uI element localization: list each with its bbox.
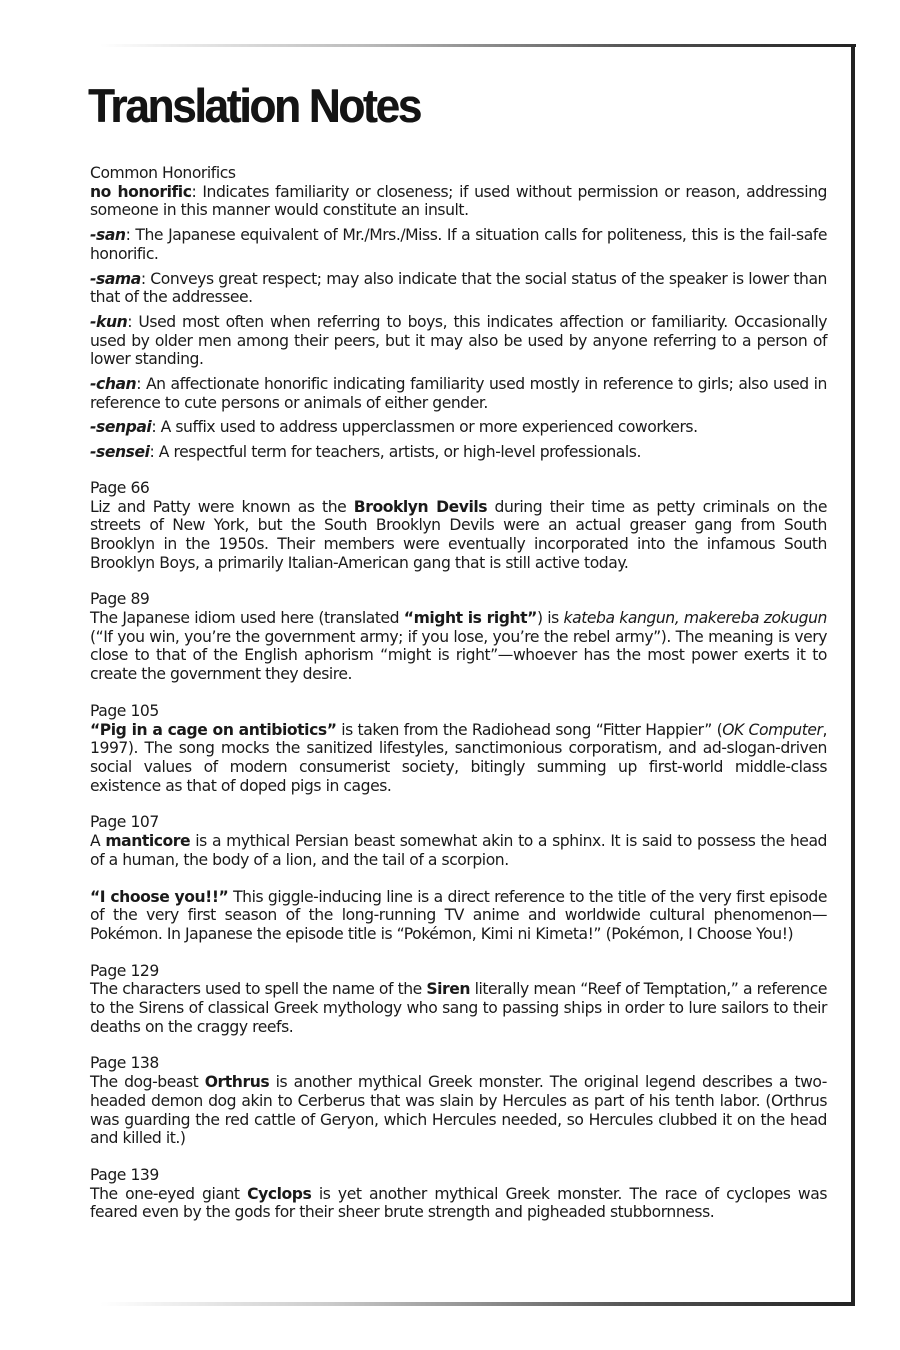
honorific-entry	[90, 226, 827, 263]
honorific-entry	[90, 443, 827, 462]
honorific-term: -sensei	[90, 443, 150, 462]
note-term: “might is right”	[403, 609, 537, 628]
note-text-run: literally mean “Reef of Temptation,” a reference to the Sirens of classical Greek mythology who sang to passing ships in order to lure sailors to their deaths on the craggy reefs.	[90, 980, 827, 1036]
honorific-description: : Indicates familiarity or closeness; if used without permission or reason, addressing someone in this manner would constitute an insult.	[90, 182, 827, 220]
page-label: Page 89	[90, 590, 150, 609]
note-page-139	[90, 1166, 827, 1222]
note-page-107	[90, 813, 827, 943]
note-text-run: , 1997). The song mocks the sanitized lifestyles, sanctimonious corporatism, and ad-slogan-driven social values of modern consumerist society, bitingly summing up first-world middle-class existence as that of doped pigs in cages.	[90, 720, 827, 795]
note-text	[90, 609, 827, 684]
note-term: Brooklyn Devils	[353, 497, 488, 516]
page-border-top	[100, 44, 856, 47]
note-text-run: is a mythical Persian beast somewhat akin to a sphinx. It is said to possess the head of a human, the body of a lion, and the tail of a scorpion.	[90, 832, 827, 869]
honorific-term: no honorific	[90, 182, 192, 201]
honorific-entry	[90, 375, 827, 412]
honorific-description: : The Japanese equivalent of Mr./Mrs./Miss. If a situation calls for politeness, this is the fail-safe honorific.	[90, 226, 827, 263]
page-label: Page 66	[90, 478, 150, 497]
page-title: Translation Notes	[88, 79, 420, 132]
note-term: Siren	[426, 980, 471, 999]
note-text-run: A	[90, 832, 106, 851]
page-label: Page 107	[90, 813, 159, 832]
note-term: “I choose you!!”	[90, 887, 229, 906]
honorific-term: -sama	[90, 269, 141, 288]
page-label: Page 138	[90, 1054, 159, 1073]
note-text-run: (“If you win, you’re the government army; if you lose, you’re the rebel army”). The meaning is very close to that of the English aphorism “might is right”—whoever has the most power exerts it to create the government they desire.	[90, 627, 827, 684]
note-text	[90, 888, 827, 944]
note-text-run: The one-eyed giant	[90, 1184, 248, 1203]
honorific-entry	[90, 418, 827, 437]
page-label: Page 139	[90, 1165, 159, 1184]
notes-content	[90, 164, 827, 1222]
honorific-entry	[90, 183, 827, 220]
note-text-run: is taken from the Radiohead song “Fitter Happier” (	[336, 720, 723, 739]
note-text	[90, 1185, 827, 1222]
note-page-66	[90, 479, 827, 573]
note-text	[90, 1073, 827, 1148]
note-page-138	[90, 1054, 827, 1148]
note-text-run: The dog-beast	[90, 1073, 205, 1092]
note-text	[90, 498, 827, 573]
honorific-term: -chan	[90, 375, 137, 394]
note-term: Cyclops	[247, 1184, 312, 1203]
honorific-entry	[90, 313, 827, 369]
honorific-description: : An affectionate honorific indicating familiarity used mostly in reference to girls; also used in reference to cute persons or animals of either gender.	[90, 375, 827, 412]
note-text-run: This giggle-inducing line is a direct reference to the title of the very first episode of the very first season of the long-running TV anime and worldwide cultural phenomenon—Pokémon. In Japanese the episode title is “Pokémon, Kimi ni Kimeta!” (Pokémon, I Choose You!)	[90, 887, 827, 943]
honorific-description: : A suffix used to address upperclassmen or more experienced coworkers.	[151, 418, 698, 437]
page-border-right	[851, 44, 855, 1306]
honorific-description: : A respectful term for teachers, artists, or high-level professionals.	[149, 443, 641, 462]
note-text-run: during their time as petty criminals on the streets of New York, but the South Brooklyn Devils were an actual greaser gang from South Brooklyn in the 1950s. Their members were eventually incorporated into the infamous South Brooklyn Boys, a primarily Italian-American gang that is still active today.	[90, 497, 827, 572]
note-page-105	[90, 702, 827, 796]
page-label: Page 129	[90, 961, 159, 980]
note-text	[90, 980, 827, 1036]
page-border-bottom	[100, 1302, 855, 1306]
honorifics-heading: Common Honorifics	[90, 164, 236, 182]
note-text-run: ) is	[536, 609, 564, 628]
note-italic-term: OK Computer	[722, 720, 823, 739]
note-page-89	[90, 590, 827, 684]
note-italic-term: kateba kangun, makereba zokugun	[563, 609, 827, 628]
note-page-129	[90, 962, 827, 1037]
note-term: Orthrus	[204, 1073, 270, 1092]
note-text-run: is another mythical Greek monster. The original legend describes a two-headed demon dog akin to Cerberus that was slain by Hercules as part of his tenth labor. (Orthrus was guarding the red cattle of Geryon, which Hercules needed, so Hercules clubbed it on the head and killed it.)	[90, 1073, 827, 1148]
honorific-description: : Used most often when referring to boys, this indicates affection or familiarity. Occasionally used by older men among their peers, but it may also be used by anyone referring to a person of lower standing.	[90, 312, 827, 369]
note-text	[90, 832, 827, 869]
honorific-description: : Conveys great respect; may also indicate that the social status of the speaker is lower than that of the addressee.	[90, 269, 827, 307]
honorific-entry	[90, 270, 827, 307]
note-text-run: The Japanese idiom used here (translated	[90, 609, 404, 628]
note-text	[90, 721, 827, 796]
honorific-term: -senpai	[90, 418, 152, 437]
note-text-run: Liz and Patty were known as the	[90, 497, 354, 516]
note-term: “Pig in a cage on antibiotics”	[90, 720, 337, 739]
note-term: manticore	[105, 832, 191, 851]
honorific-term: -kun	[90, 312, 128, 331]
page-label: Page 105	[90, 701, 159, 720]
honorific-term: -san	[90, 226, 126, 245]
note-text-run: is yet another mythical Greek monster. The race of cyclopes was feared even by the gods for their sheer brute strength and pigheaded stubbornness.	[90, 1184, 827, 1222]
note-text-run: The characters used to spell the name of the	[90, 980, 427, 999]
